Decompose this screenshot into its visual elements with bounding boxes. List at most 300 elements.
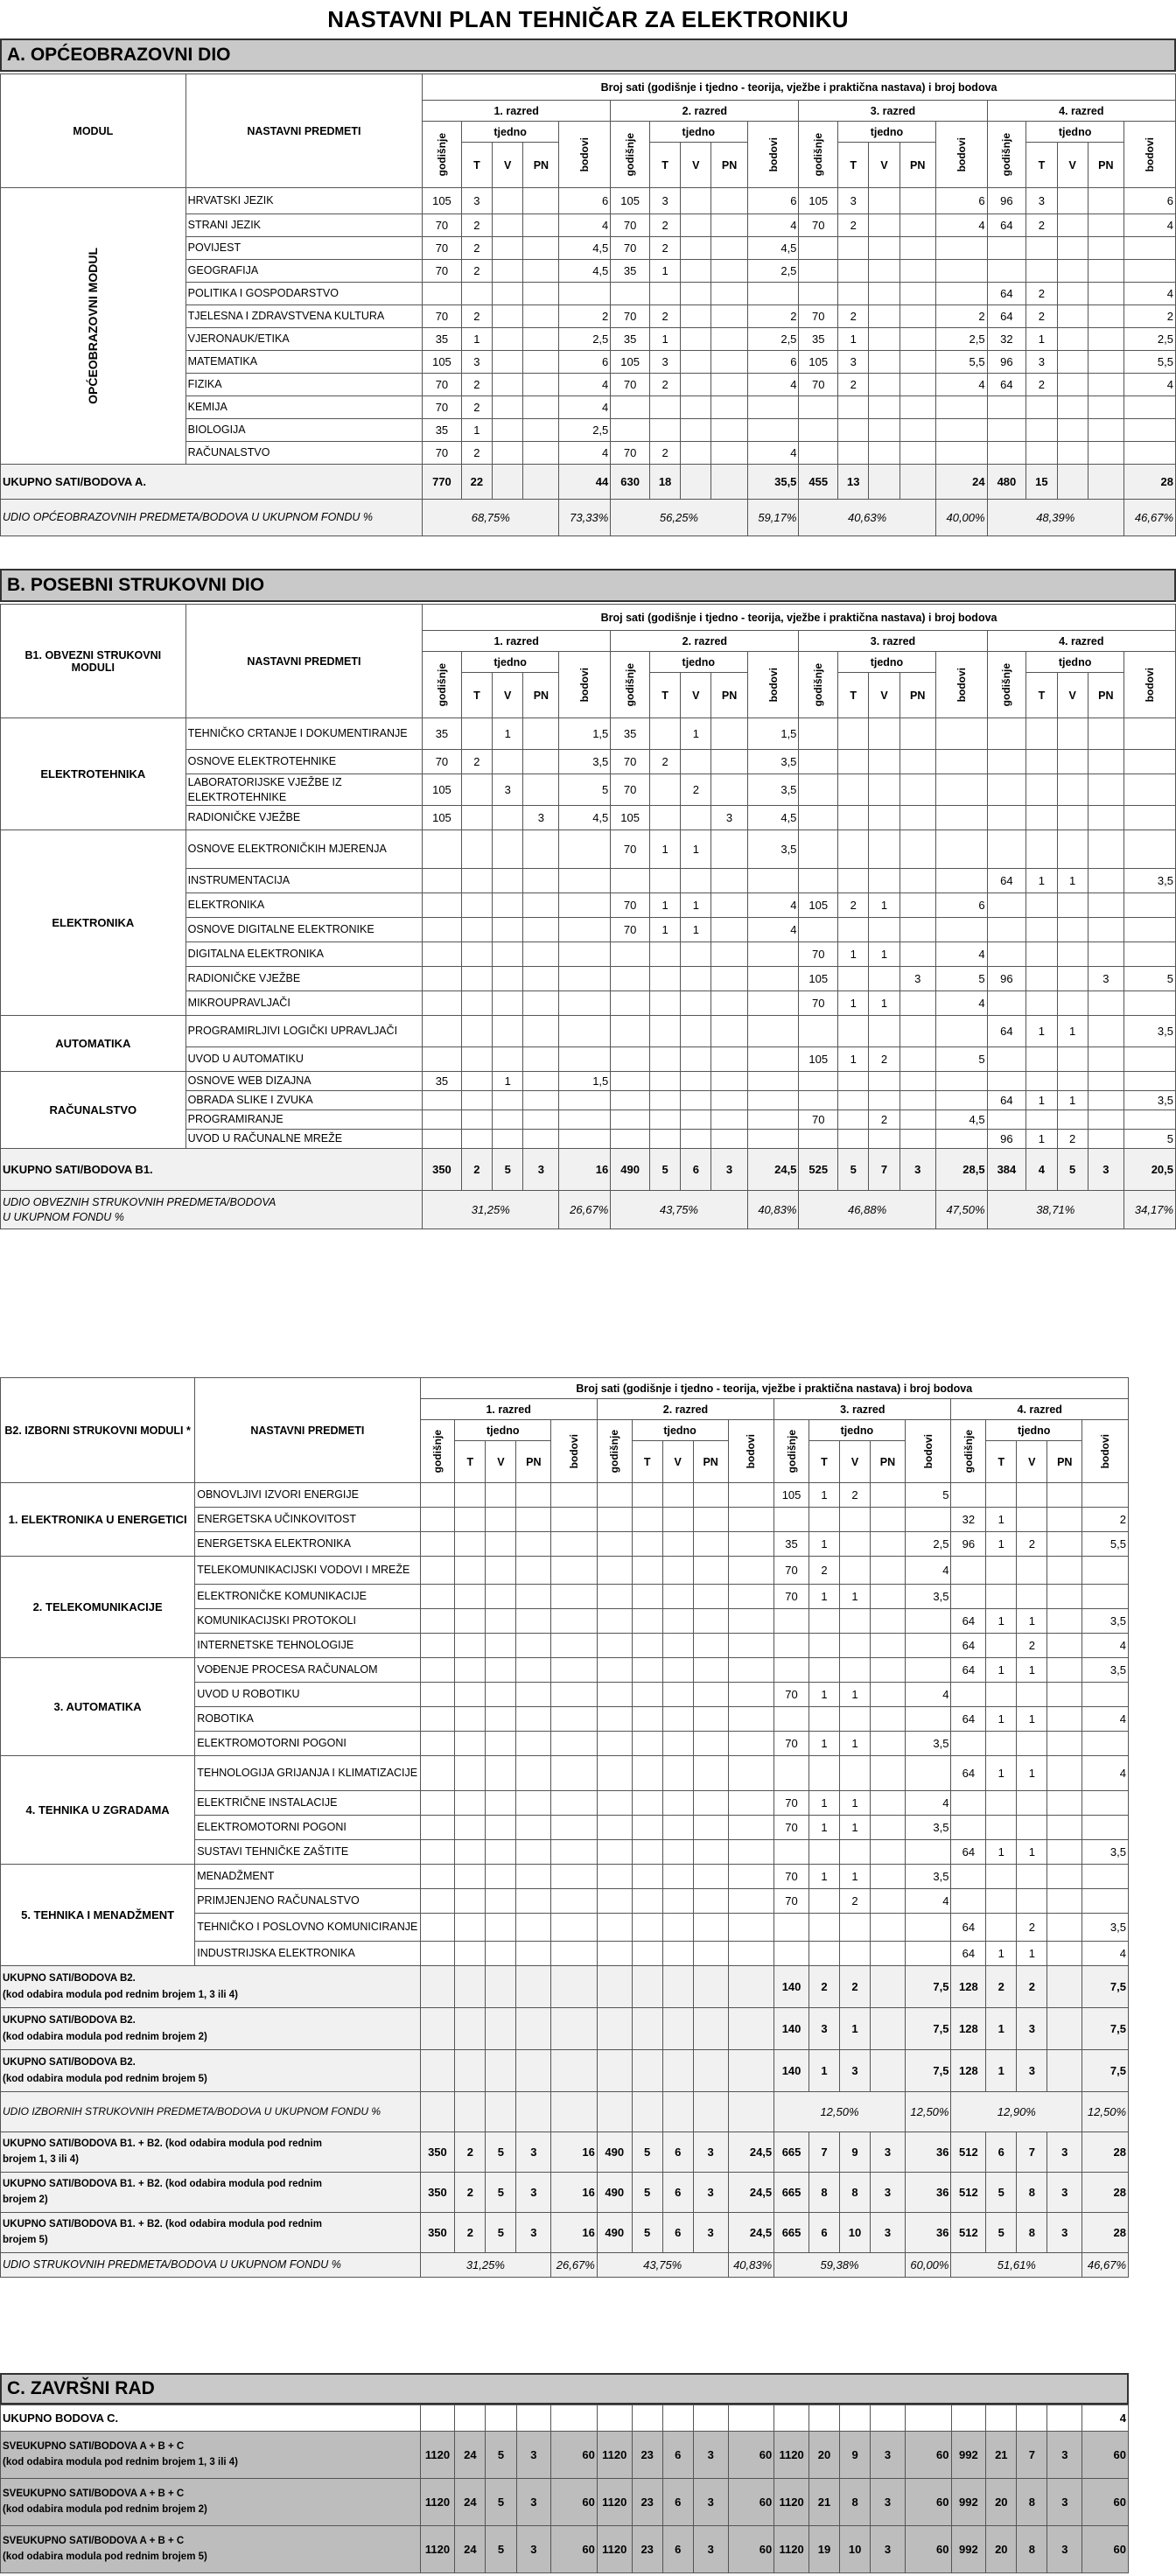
value-cell: [935, 396, 987, 419]
value-cell: 665: [774, 2213, 809, 2253]
empty-cell: [728, 2405, 774, 2432]
value-cell: 5: [486, 2432, 516, 2479]
value-cell: [1026, 1072, 1057, 1091]
value-cell: 6: [808, 2213, 839, 2253]
share-hours: 40,63%: [799, 500, 935, 536]
empty-cell: [905, 2405, 951, 2432]
tjedno-header: tjedno: [1026, 652, 1124, 673]
value-cell: [987, 750, 1026, 774]
share-points: 34,17%: [1124, 1191, 1175, 1229]
subject-name: UVOD U RAČUNALNE MREŽE: [186, 1130, 422, 1149]
c-total-label: UKUPNO BODOVA C.: [1, 2405, 421, 2432]
value-cell: 2: [461, 396, 492, 419]
value-cell: [986, 1683, 1017, 1707]
value-cell: [611, 869, 650, 893]
value-cell: [632, 1914, 662, 1942]
value-cell: [1047, 1791, 1082, 1816]
value-cell: [900, 991, 935, 1016]
value-cell: 2: [455, 2132, 486, 2173]
value-cell: 1: [986, 1707, 1017, 1732]
value-cell: 8: [840, 2479, 871, 2526]
value-cell: [420, 1483, 455, 1508]
module-header-label: MODUL: [73, 124, 114, 137]
value-cell: [1047, 2008, 1082, 2050]
value-cell: 2: [649, 305, 680, 328]
value-cell: 2,5: [559, 328, 611, 351]
value-cell: [693, 1658, 728, 1683]
value-cell: [728, 1756, 774, 1791]
value-cell: [597, 1914, 632, 1942]
value-cell: [1124, 260, 1175, 283]
label-line: (kod odabira modula pod rednim brojem 2): [3, 2503, 207, 2515]
value-cell: 2: [986, 1966, 1017, 2008]
bodovi-header: [1124, 122, 1175, 188]
value-cell: [711, 328, 747, 351]
value-cell: [420, 1609, 455, 1634]
value-cell: [1057, 442, 1088, 465]
value-cell: 3,5: [1124, 869, 1175, 893]
value-cell: 24: [935, 465, 987, 500]
value-cell: 1: [986, 1532, 1017, 1557]
grade-header-2: 2. razred: [611, 101, 799, 122]
value-cell: [559, 283, 611, 305]
module-group-name: 3. AUTOMATIKA: [1, 1658, 195, 1756]
value-cell: 64: [987, 214, 1026, 237]
value-cell: [838, 237, 869, 260]
col-T: T: [838, 143, 869, 188]
value-cell: [597, 1609, 632, 1634]
value-cell: 4: [559, 396, 611, 419]
value-cell: [486, 1791, 516, 1816]
value-cell: [871, 1942, 906, 1966]
value-cell: [551, 1942, 598, 1966]
empty-cell: [486, 2008, 516, 2050]
value-cell: 3: [523, 1149, 559, 1191]
value-cell: [486, 1816, 516, 1840]
subject-name: ELEKTRONIKA: [186, 893, 422, 918]
empty-cell: [662, 2050, 693, 2092]
value-cell: [551, 1508, 598, 1532]
value-cell: 24,5: [728, 2132, 774, 2173]
label-line: SVEUKUPNO SATI/BODOVA A + B + C: [3, 2440, 185, 2452]
value-cell: 1: [1026, 869, 1057, 893]
subject-name: BIOLOGIJA: [186, 419, 422, 442]
label-line: (kod odabira modula pod rednim brojem 5): [3, 2073, 207, 2084]
value-cell: [1047, 1634, 1082, 1658]
value-cell: 2: [840, 1966, 871, 2008]
col-T: T: [1026, 673, 1057, 718]
value-cell: [840, 1707, 871, 1732]
value-cell: 480: [987, 465, 1026, 500]
value-cell: [516, 1557, 551, 1585]
bodovi-label: bodovi: [766, 136, 780, 172]
value-cell: 3: [871, 2213, 906, 2253]
empty-cell: [597, 2405, 632, 2432]
value-cell: [1026, 774, 1057, 806]
empty-cell: [1047, 2405, 1082, 2432]
value-cell: [649, 806, 680, 830]
value-cell: [747, 419, 799, 442]
value-cell: 20,5: [1124, 1149, 1175, 1191]
bodovi-header: [551, 1420, 598, 1483]
value-cell: 1120: [420, 2432, 455, 2479]
value-cell: [900, 1047, 935, 1072]
value-cell: 3: [516, 2173, 551, 2213]
value-cell: [869, 305, 900, 328]
value-cell: 64: [951, 1756, 986, 1791]
value-cell: [1088, 442, 1124, 465]
value-cell: [1088, 1072, 1124, 1091]
value-cell: [869, 351, 900, 374]
value-cell: 4: [1124, 283, 1175, 305]
value-cell: [516, 1914, 551, 1942]
value-cell: [662, 1840, 693, 1865]
value-cell: [420, 1942, 455, 1966]
value-cell: [905, 1840, 951, 1865]
value-cell: [935, 1016, 987, 1047]
value-cell: [493, 442, 523, 465]
value-cell: 1: [808, 1483, 839, 1508]
value-cell: [1088, 1016, 1124, 1047]
value-cell: 2: [461, 260, 492, 283]
value-cell: [523, 419, 559, 442]
value-cell: 2: [838, 214, 869, 237]
value-cell: 2,5: [905, 1532, 951, 1557]
subject-name: MENADŽMENT: [195, 1865, 420, 1889]
value-cell: [649, 967, 680, 991]
value-cell: [840, 1634, 871, 1658]
empty-cell: [632, 2008, 662, 2050]
value-cell: [486, 1658, 516, 1683]
value-cell: [711, 718, 747, 750]
value-cell: [1057, 188, 1088, 214]
value-cell: [559, 918, 611, 942]
empty-cell: [597, 2050, 632, 2092]
value-cell: [935, 774, 987, 806]
value-cell: 70: [611, 918, 650, 942]
value-cell: [493, 465, 523, 500]
value-cell: [649, 283, 680, 305]
col-PN: PN: [516, 1441, 551, 1483]
value-cell: 6: [662, 2432, 693, 2479]
value-cell: [1047, 1840, 1082, 1865]
value-cell: 3,5: [905, 1865, 951, 1889]
value-cell: [1082, 1732, 1129, 1756]
value-cell: [951, 1732, 986, 1756]
value-cell: [871, 1532, 906, 1557]
value-cell: 4,5: [935, 1110, 987, 1130]
value-cell: [1057, 396, 1088, 419]
share-hours: 51,61%: [951, 2253, 1082, 2278]
value-cell: 18: [649, 465, 680, 500]
module-group-name: 5. TEHNIKA I MENADŽMENT: [1, 1865, 195, 1966]
bodovi-header: [935, 122, 987, 188]
value-cell: [838, 442, 869, 465]
value-cell: [1124, 442, 1175, 465]
value-cell: [728, 1707, 774, 1732]
value-cell: [747, 1110, 799, 1130]
value-cell: 70: [611, 237, 650, 260]
value-cell: 512: [951, 2173, 986, 2213]
value-cell: [681, 351, 711, 374]
col-PN: PN: [900, 673, 935, 718]
value-cell: [1047, 1483, 1082, 1508]
value-cell: [693, 1840, 728, 1865]
value-cell: [1026, 237, 1057, 260]
value-cell: 70: [774, 1732, 809, 1756]
value-cell: [649, 942, 680, 967]
value-cell: [611, 1047, 650, 1072]
col-PN: PN: [711, 143, 747, 188]
value-cell: [693, 1865, 728, 1889]
value-cell: [987, 830, 1026, 869]
value-cell: [597, 1865, 632, 1889]
col-V: V: [681, 143, 711, 188]
value-cell: [869, 1072, 900, 1091]
value-cell: [649, 1047, 680, 1072]
value-cell: [681, 1091, 711, 1110]
value-cell: [987, 893, 1026, 918]
value-cell: [662, 1658, 693, 1683]
col-T: T: [838, 673, 869, 718]
value-cell: [493, 1130, 523, 1149]
grade-header-2: 2. razred: [597, 1399, 774, 1420]
value-cell: [523, 188, 559, 214]
value-cell: [493, 237, 523, 260]
value-cell: 4: [1082, 1634, 1129, 1658]
value-cell: [711, 1091, 747, 1110]
value-cell: [523, 283, 559, 305]
value-cell: [747, 942, 799, 967]
value-cell: [1057, 718, 1088, 750]
value-cell: [1088, 774, 1124, 806]
value-cell: 70: [611, 442, 650, 465]
value-cell: [1047, 1942, 1082, 1966]
value-cell: [1057, 374, 1088, 396]
value-cell: [840, 1942, 871, 1966]
value-cell: 64: [951, 1840, 986, 1865]
empty-cell: [551, 2405, 598, 2432]
value-cell: [681, 283, 711, 305]
bodovi-header: [1082, 1420, 1129, 1483]
value-cell: [649, 1091, 680, 1110]
share-hours: 12,50%: [774, 2092, 906, 2132]
value-cell: 70: [423, 305, 462, 328]
value-cell: [559, 893, 611, 918]
value-cell: [632, 1791, 662, 1816]
b12-total-label: [1, 2173, 421, 2213]
bodovi-header: [905, 1420, 951, 1483]
value-cell: 5: [905, 1483, 951, 1508]
value-cell: [597, 1942, 632, 1966]
value-cell: 7: [808, 2132, 839, 2173]
value-cell: [516, 1942, 551, 1966]
subject-name: OBNOVLJIVI IZVORI ENERGIJE: [195, 1483, 420, 1508]
value-cell: [486, 1865, 516, 1889]
label-line: SVEUKUPNO SATI/BODOVA A + B + C: [3, 2535, 185, 2546]
grand-total-row: [1, 2479, 1129, 2526]
godisnje-label: godišnje: [785, 1429, 798, 1474]
value-cell: 24: [455, 2432, 486, 2479]
value-cell: 35: [774, 1532, 809, 1557]
label-line: UKUPNO SATI/BODOVA B1. + B2. (kod odabira modula pod rednim: [3, 2218, 322, 2230]
value-cell: [869, 750, 900, 774]
value-cell: [423, 1047, 462, 1072]
value-cell: [711, 893, 747, 918]
tjedno-header: tjedno: [461, 122, 559, 143]
value-cell: 1: [1026, 1130, 1057, 1149]
value-cell: [461, 869, 492, 893]
value-cell: [611, 967, 650, 991]
value-cell: 5: [986, 2173, 1017, 2213]
empty-cell: [597, 2092, 632, 2132]
value-cell: [808, 1609, 839, 1634]
value-cell: 3: [1047, 2132, 1082, 2173]
b2-share-label: UDIO IZBORNIH STRUKOVNIH PREDMETA/BODOVA U UKUPNOM FONDU %: [1, 2092, 421, 2132]
col-V: V: [1057, 143, 1088, 188]
bodovi-label: bodovi: [578, 667, 592, 703]
value-cell: [420, 1634, 455, 1658]
value-cell: [1124, 774, 1175, 806]
value-cell: 1120: [774, 2479, 809, 2526]
value-cell: [611, 1091, 650, 1110]
value-cell: [1026, 942, 1057, 967]
value-cell: 1120: [420, 2479, 455, 2526]
value-cell: 5: [649, 1149, 680, 1191]
label-line: brojem 5): [3, 2234, 48, 2245]
b12-total-row: [1, 2132, 1129, 2173]
col-V: V: [1057, 673, 1088, 718]
value-cell: [728, 1557, 774, 1585]
value-cell: [423, 893, 462, 918]
empty-cell: [728, 2050, 774, 2092]
value-cell: [551, 1585, 598, 1609]
value-cell: [935, 806, 987, 830]
value-cell: 60: [551, 2432, 598, 2479]
value-cell: [1047, 1557, 1082, 1585]
value-cell: [869, 260, 900, 283]
value-cell: [840, 1557, 871, 1585]
value-cell: [461, 991, 492, 1016]
value-cell: [1124, 718, 1175, 750]
share-label: UDIO STRUKOVNIH PREDMETA/BODOVA U UKUPNOM FONDU %: [1, 2253, 421, 2278]
value-cell: [423, 942, 462, 967]
value-cell: [986, 1816, 1017, 1840]
value-cell: [649, 1072, 680, 1091]
value-cell: 70: [423, 214, 462, 237]
godisnje-label: godišnje: [812, 662, 825, 707]
value-cell: [461, 1072, 492, 1091]
share-hours: 12,90%: [951, 2092, 1082, 2132]
value-cell: 7,5: [1082, 2008, 1129, 2050]
value-cell: [420, 1683, 455, 1707]
value-cell: [611, 991, 650, 1016]
table-section-b1: [0, 604, 1176, 1229]
value-cell: 4: [1082, 1756, 1129, 1791]
value-cell: 2,5: [747, 328, 799, 351]
empty-cell: [662, 1966, 693, 2008]
value-cell: [693, 1914, 728, 1942]
value-cell: [523, 967, 559, 991]
value-cell: [551, 1914, 598, 1942]
value-cell: [597, 1658, 632, 1683]
value-cell: [461, 830, 492, 869]
value-cell: [1047, 1658, 1082, 1683]
value-cell: [869, 967, 900, 991]
table-section-b2: [0, 1377, 1129, 2278]
value-cell: 1: [681, 830, 711, 869]
value-cell: [1082, 1683, 1129, 1707]
value-cell: [838, 1016, 869, 1047]
empty-cell: [693, 1966, 728, 2008]
value-cell: [493, 351, 523, 374]
value-cell: [1026, 991, 1057, 1016]
value-cell: [461, 1091, 492, 1110]
value-cell: [649, 774, 680, 806]
value-cell: 105: [799, 967, 838, 991]
value-cell: 3: [1047, 2213, 1082, 2253]
value-cell: 1: [1017, 1609, 1047, 1634]
value-cell: [1026, 419, 1057, 442]
value-cell: [1047, 1816, 1082, 1840]
value-cell: [551, 1791, 598, 1816]
empty-cell: [632, 1966, 662, 2008]
value-cell: [597, 1791, 632, 1816]
value-cell: 3: [461, 351, 492, 374]
value-cell: [711, 1047, 747, 1072]
value-cell: [597, 1634, 632, 1658]
col-V: V: [869, 143, 900, 188]
value-cell: [693, 1816, 728, 1840]
value-cell: [516, 1683, 551, 1707]
subject-name: PRIMJENJENO RAČUNALSTVO: [195, 1889, 420, 1914]
tjedno-header: tjedno: [461, 652, 559, 673]
value-cell: [1088, 869, 1124, 893]
value-cell: [869, 1130, 900, 1149]
value-cell: [461, 893, 492, 918]
value-cell: 5: [1124, 1130, 1175, 1149]
value-cell: 2: [808, 1557, 839, 1585]
value-cell: [869, 283, 900, 305]
value-cell: [486, 1914, 516, 1942]
bodovi-header: [728, 1420, 774, 1483]
value-cell: 2: [461, 750, 492, 774]
value-cell: 60: [551, 2526, 598, 2573]
value-cell: [747, 1091, 799, 1110]
value-cell: 1: [808, 1683, 839, 1707]
value-cell: [693, 1508, 728, 1532]
label-line: UKUPNO SATI/BODOVA B2.: [3, 1973, 136, 1984]
value-cell: [774, 1634, 809, 1658]
value-cell: 1: [869, 893, 900, 918]
value-cell: [1047, 2050, 1082, 2092]
col-PN: PN: [1088, 673, 1124, 718]
value-cell: [871, 1791, 906, 1816]
value-cell: [1124, 750, 1175, 774]
value-cell: 70: [799, 942, 838, 967]
value-cell: [838, 260, 869, 283]
value-cell: [808, 1658, 839, 1683]
value-cell: [799, 283, 838, 305]
module-cell: [1, 188, 186, 465]
value-cell: [662, 1483, 693, 1508]
value-cell: [987, 442, 1026, 465]
value-cell: [420, 1508, 455, 1532]
value-cell: 5: [486, 2213, 516, 2253]
value-cell: 105: [799, 351, 838, 374]
value-cell: [711, 351, 747, 374]
value-cell: [486, 1609, 516, 1634]
